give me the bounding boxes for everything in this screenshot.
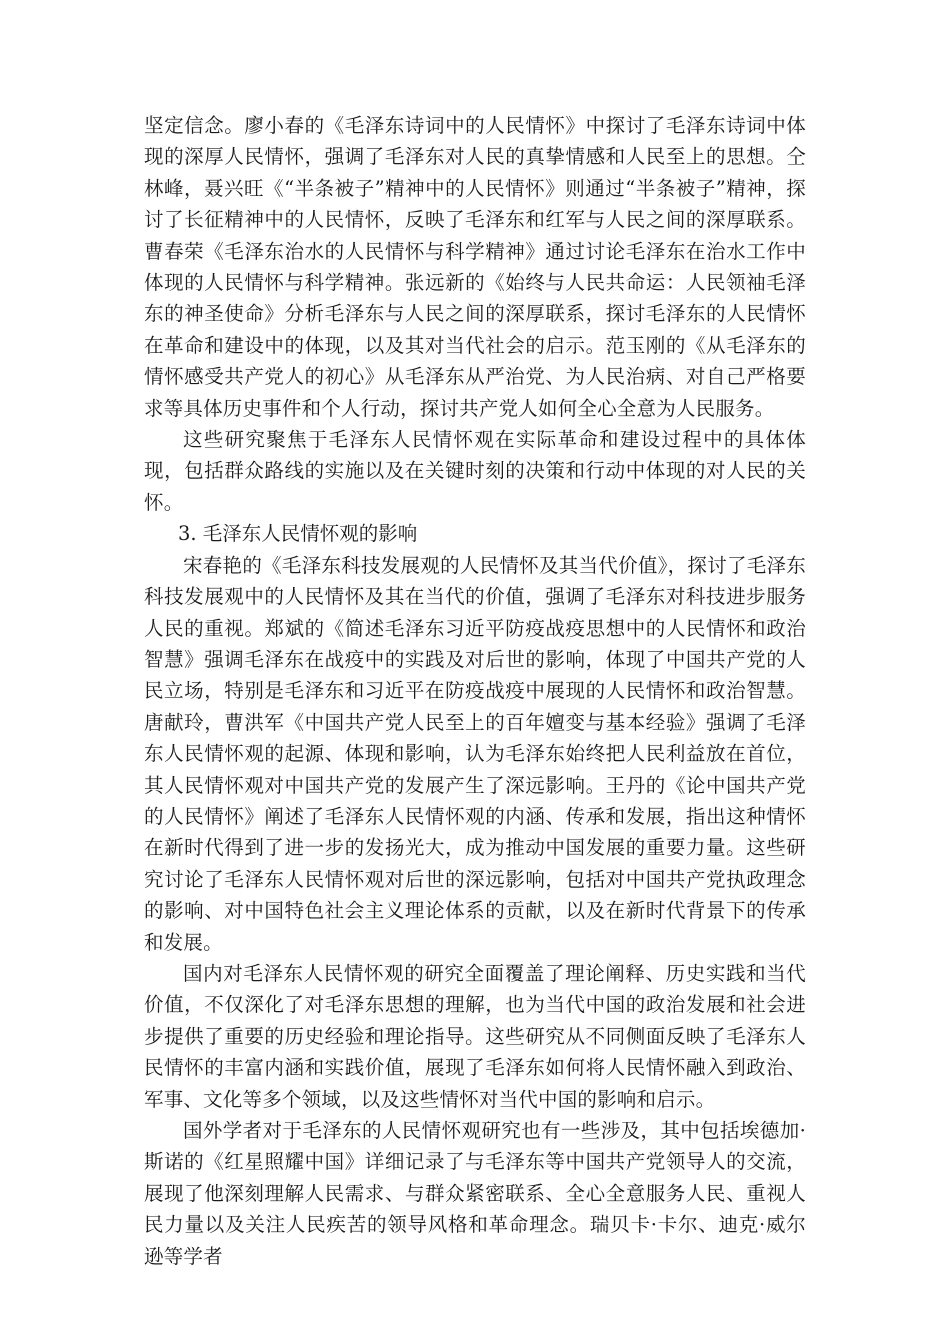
- document-body: [144, 110, 806, 1272]
- paragraph-5: 国外学者对于毛泽东的人民情怀观研究也有一些涉及，其中包括埃德加·斯诺的《红星照耀中国》详细记录了与毛泽东等中国共产党领导人的交流，展现了他深刻理解人民需求、与群众紧密联系、全心全意服务人民、重视人民力量以及关注人民疾苦的领导风格和革命理念。瑞贝卡·卡尔、迪克·威尔逊等学者: [144, 1119, 806, 1268]
- section-heading-3: 3. 毛泽东人民情怀观的影响: [178, 522, 418, 546]
- paragraph-4: 国内对毛泽东人民情怀观的研究全面覆盖了理论阐释、历史实践和当代价值，不仅深化了对毛泽东思想的理解，也为当代中国的政治发展和社会进步提供了重要的历史经验和理论指导。这些研究从不同侧面反映了毛泽东人民情怀的丰富内涵和实践价值，展现了毛泽东如何将人民情怀融入到政治、军事、文化等多个领域，以及这些情怀对当代中国的影响和启示。: [144, 961, 806, 1111]
- paragraph-3: 宋春艳的《毛泽东科技发展观的人民情怀及其当代价值》，探讨了毛泽东科技发展观中的人民情怀及其在当代的价值，强调了毛泽东对科技进步服务人民的重视。郑斌的《简述毛泽东习近平防疫战疫思想中的人民情怀和政治智慧》强调毛泽东在战疫中的实践及对后世的影响，体现了中国共产党的人民立场，特别是毛泽东和习近平在防疫战疫中展现的人民情怀和政治智慧。唐献玲，曹洪军《中国共产党人民至上的百年嬗变与基本经验》强调了毛泽东人民情怀观的起源、体现和影响，认为毛泽东始终把人民利益放在首位，其人民情怀观对中国共产党的发展产生了深远影响。王丹的《论中国共产党的人民情怀》阐述了毛泽东人民情怀观的内涵、传承和发展，指出这种情怀在新时代得到了进一步的发扬光大，成为推动中国发展的重要力量。这些研究讨论了毛泽东人民情怀观对后世的深远影响，包括对中国共产党执政理念的影响、对中国特色社会主义理论体系的贡献，以及在新时代背景下的传承和发展。: [144, 553, 806, 954]
- paragraph-1: 坚定信念。廖小春的《毛泽东诗词中的人民情怀》中探讨了毛泽东诗词中体现的深厚人民情怀，强调了毛泽东对人民的真挚情感和人民至上的思想。仝林峰，聂兴旺《“半条被子”精神中的人民情怀》则通过“半条被子”精神，探讨了长征精神中的人民情怀，反映了毛泽东和红军与人民之间的深厚联系。曹春荣《毛泽东治水的人民情怀与科学精神》通过讨论毛泽东在治水工作中体现的人民情怀与科学精神。张远新的《始终与人民共命运：人民领袖毛泽东的神圣使命》分析毛泽东与人民之间的深厚联系，探讨毛泽东的人民情怀在革命和建设中的体现，以及其对当代社会的启示。范玉刚的《从毛泽东的情怀感受共产党人的初心》从毛泽东从严治党、为人民治病、对自己严格要求等具体历史事件和个人行动，探讨共产党人如何全心全意为人民服务。: [144, 114, 806, 420]
- paragraph-2: 这些研究聚焦于毛泽东人民情怀观在实际革命和建设过程中的具体体现，包括群众路线的实施以及在关键时刻的决策和行动中体现的对人民的关怀。: [144, 428, 806, 514]
